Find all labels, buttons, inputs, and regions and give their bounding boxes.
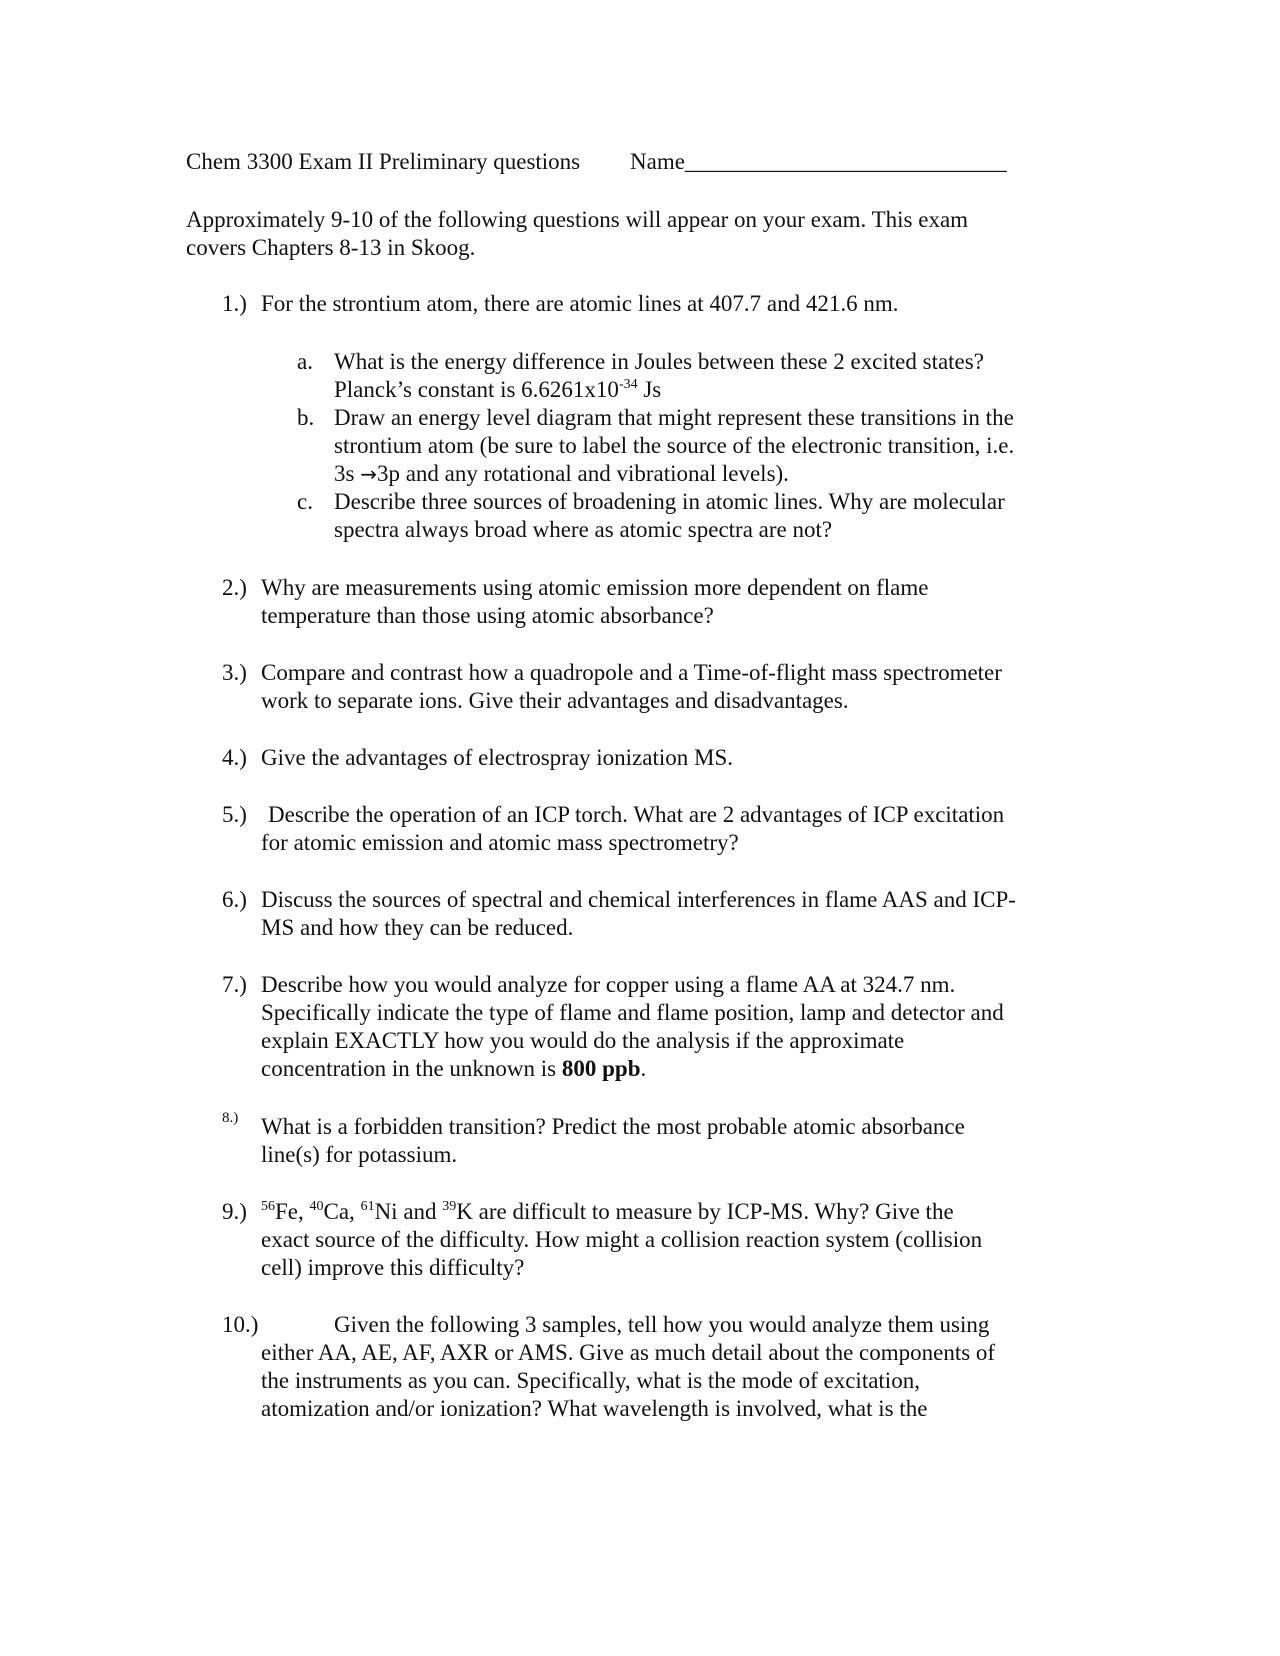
q6-line-1: Discuss the sources of spectral and chemical interferences in flame AAS and ICP- [261, 887, 1016, 912]
intro-line-2: covers Chapters 8-13 in Skoog. [186, 235, 476, 260]
q7-number: 7.) [222, 972, 247, 997]
q1b-line-3-start: 3s [334, 461, 361, 486]
q1c-line-1: Describe three sources of broadening in atomic lines. Why are molecular [334, 489, 1005, 514]
fe-mass-number: 56 [261, 1199, 275, 1214]
q1b-line-2: strontium atom (be sure to label the source of the electronic transition, i.e. [334, 433, 1015, 458]
q4-number: 4.) [222, 745, 247, 770]
q7-line-4 [261, 1055, 646, 1083]
q1c-label: c. [297, 489, 313, 514]
q10-line-3: the instruments as you can. Specifically, what is the mode of excitation, [261, 1368, 920, 1393]
q3-line-1: Compare and contrast how a quadropole and a Time-of-flight mass spectrometer [261, 660, 1002, 685]
concentration-value: 800 ppb [561, 1056, 641, 1081]
q4-line-1: Give the advantages of electrospray ionization MS. [261, 745, 733, 770]
q5-line-1: Describe the operation of an ICP torch. What are 2 advantages of ICP excitation [268, 802, 1005, 827]
q10-line-2: either AA, AE, AF, AXR or AMS. Give as much detail about the components of [261, 1340, 996, 1365]
q7-line-1: Describe how you would analyze for copper using a flame AA at 324.7 nm. [261, 972, 956, 997]
fe-symbol: Fe, [275, 1199, 310, 1224]
q8-line-1: What is a forbidden transition? Predict the most probable atomic absorbance [261, 1114, 965, 1139]
q7-line-4-start: concentration in the unknown is [261, 1056, 562, 1081]
q7-line-4-end: . [640, 1056, 647, 1081]
q7-line-3: explain EXACTLY how you would do the analysis if the approximate [261, 1028, 905, 1053]
q3-number: 3.) [222, 660, 247, 685]
q7-line-2: Specifically indicate the type of flame and flame position, lamp and detector and [261, 1000, 1004, 1025]
q3-line-2: work to separate ions. Give their advantages and disadvantages. [261, 688, 849, 713]
q8-number: 8.) [222, 1110, 239, 1126]
q6-line-2: MS and how they can be reduced. [261, 915, 574, 940]
planck-unit: Js [637, 377, 662, 402]
k-mass-number: 39 [442, 1199, 457, 1214]
q1c-line-2: spectra always broad where as atomic spectra are not? [334, 517, 833, 542]
q9-line-1 [261, 1198, 954, 1226]
q6-number: 6.) [222, 887, 247, 912]
ni-symbol: Ni and [374, 1199, 443, 1224]
ca-mass-number: 40 [309, 1199, 324, 1214]
name-label: Name [630, 149, 685, 174]
name-blank: ____________________________ [684, 149, 1007, 174]
ni-mass-number: 61 [360, 1199, 375, 1214]
q1b-line-3 [334, 460, 789, 488]
ca-symbol: Ca, [323, 1199, 361, 1224]
planck-exponent: -34 [618, 377, 638, 392]
q2-number: 2.) [222, 575, 247, 600]
k-symbol-text: K are difficult to measure by ICP-MS. Why? Give the [456, 1199, 954, 1224]
intro-line-1: Approximately 9-10 of the following questions will appear on your exam. This exam [186, 207, 969, 232]
q10-number: 10.) [222, 1312, 259, 1337]
q9-line-2: exact source of the difficulty. How might a collision reaction system (collision [261, 1227, 983, 1252]
q10-line-1: Given the following 3 samples, tell how you would analyze them using [334, 1312, 990, 1337]
q1b-line-1: Draw an energy level diagram that might represent these transitions in the [334, 405, 1014, 430]
planck-text: Planck’s constant is 6.6261x10 [334, 377, 619, 402]
q2-line-2: temperature than those using atomic absorbance? [261, 603, 714, 628]
q1b-line-3-end: 3p and any rotational and vibrational levels). [376, 461, 789, 486]
q1a-label: a. [297, 349, 313, 374]
q1-number: 1.) [222, 291, 247, 316]
q2-line-1: Why are measurements using atomic emission more dependent on flame [261, 575, 929, 600]
q5-line-2: for atomic emission and atomic mass spectrometry? [261, 830, 739, 855]
name-field [630, 148, 1007, 176]
q9-number: 9.) [222, 1199, 247, 1224]
q1a-line-2 [334, 376, 661, 404]
q10-line-4: atomization and/or ionization? What wavelength is involved, what is the [261, 1396, 928, 1421]
q9-line-3: cell) improve this difficulty? [261, 1255, 525, 1280]
q1-text: For the strontium atom, there are atomic lines at 407.7 and 421.6 nm. [261, 291, 899, 316]
exam-header [186, 148, 580, 176]
q1b-label: b. [297, 405, 315, 430]
exam-title: Chem 3300 Exam II Preliminary questions [186, 149, 581, 174]
q1a-line-1: What is the energy difference in Joules between these 2 excited states? [334, 349, 984, 374]
q8-line-2: line(s) for potassium. [261, 1142, 458, 1167]
arrow-icon: → [360, 462, 377, 486]
q5-number: 5.) [222, 802, 247, 827]
